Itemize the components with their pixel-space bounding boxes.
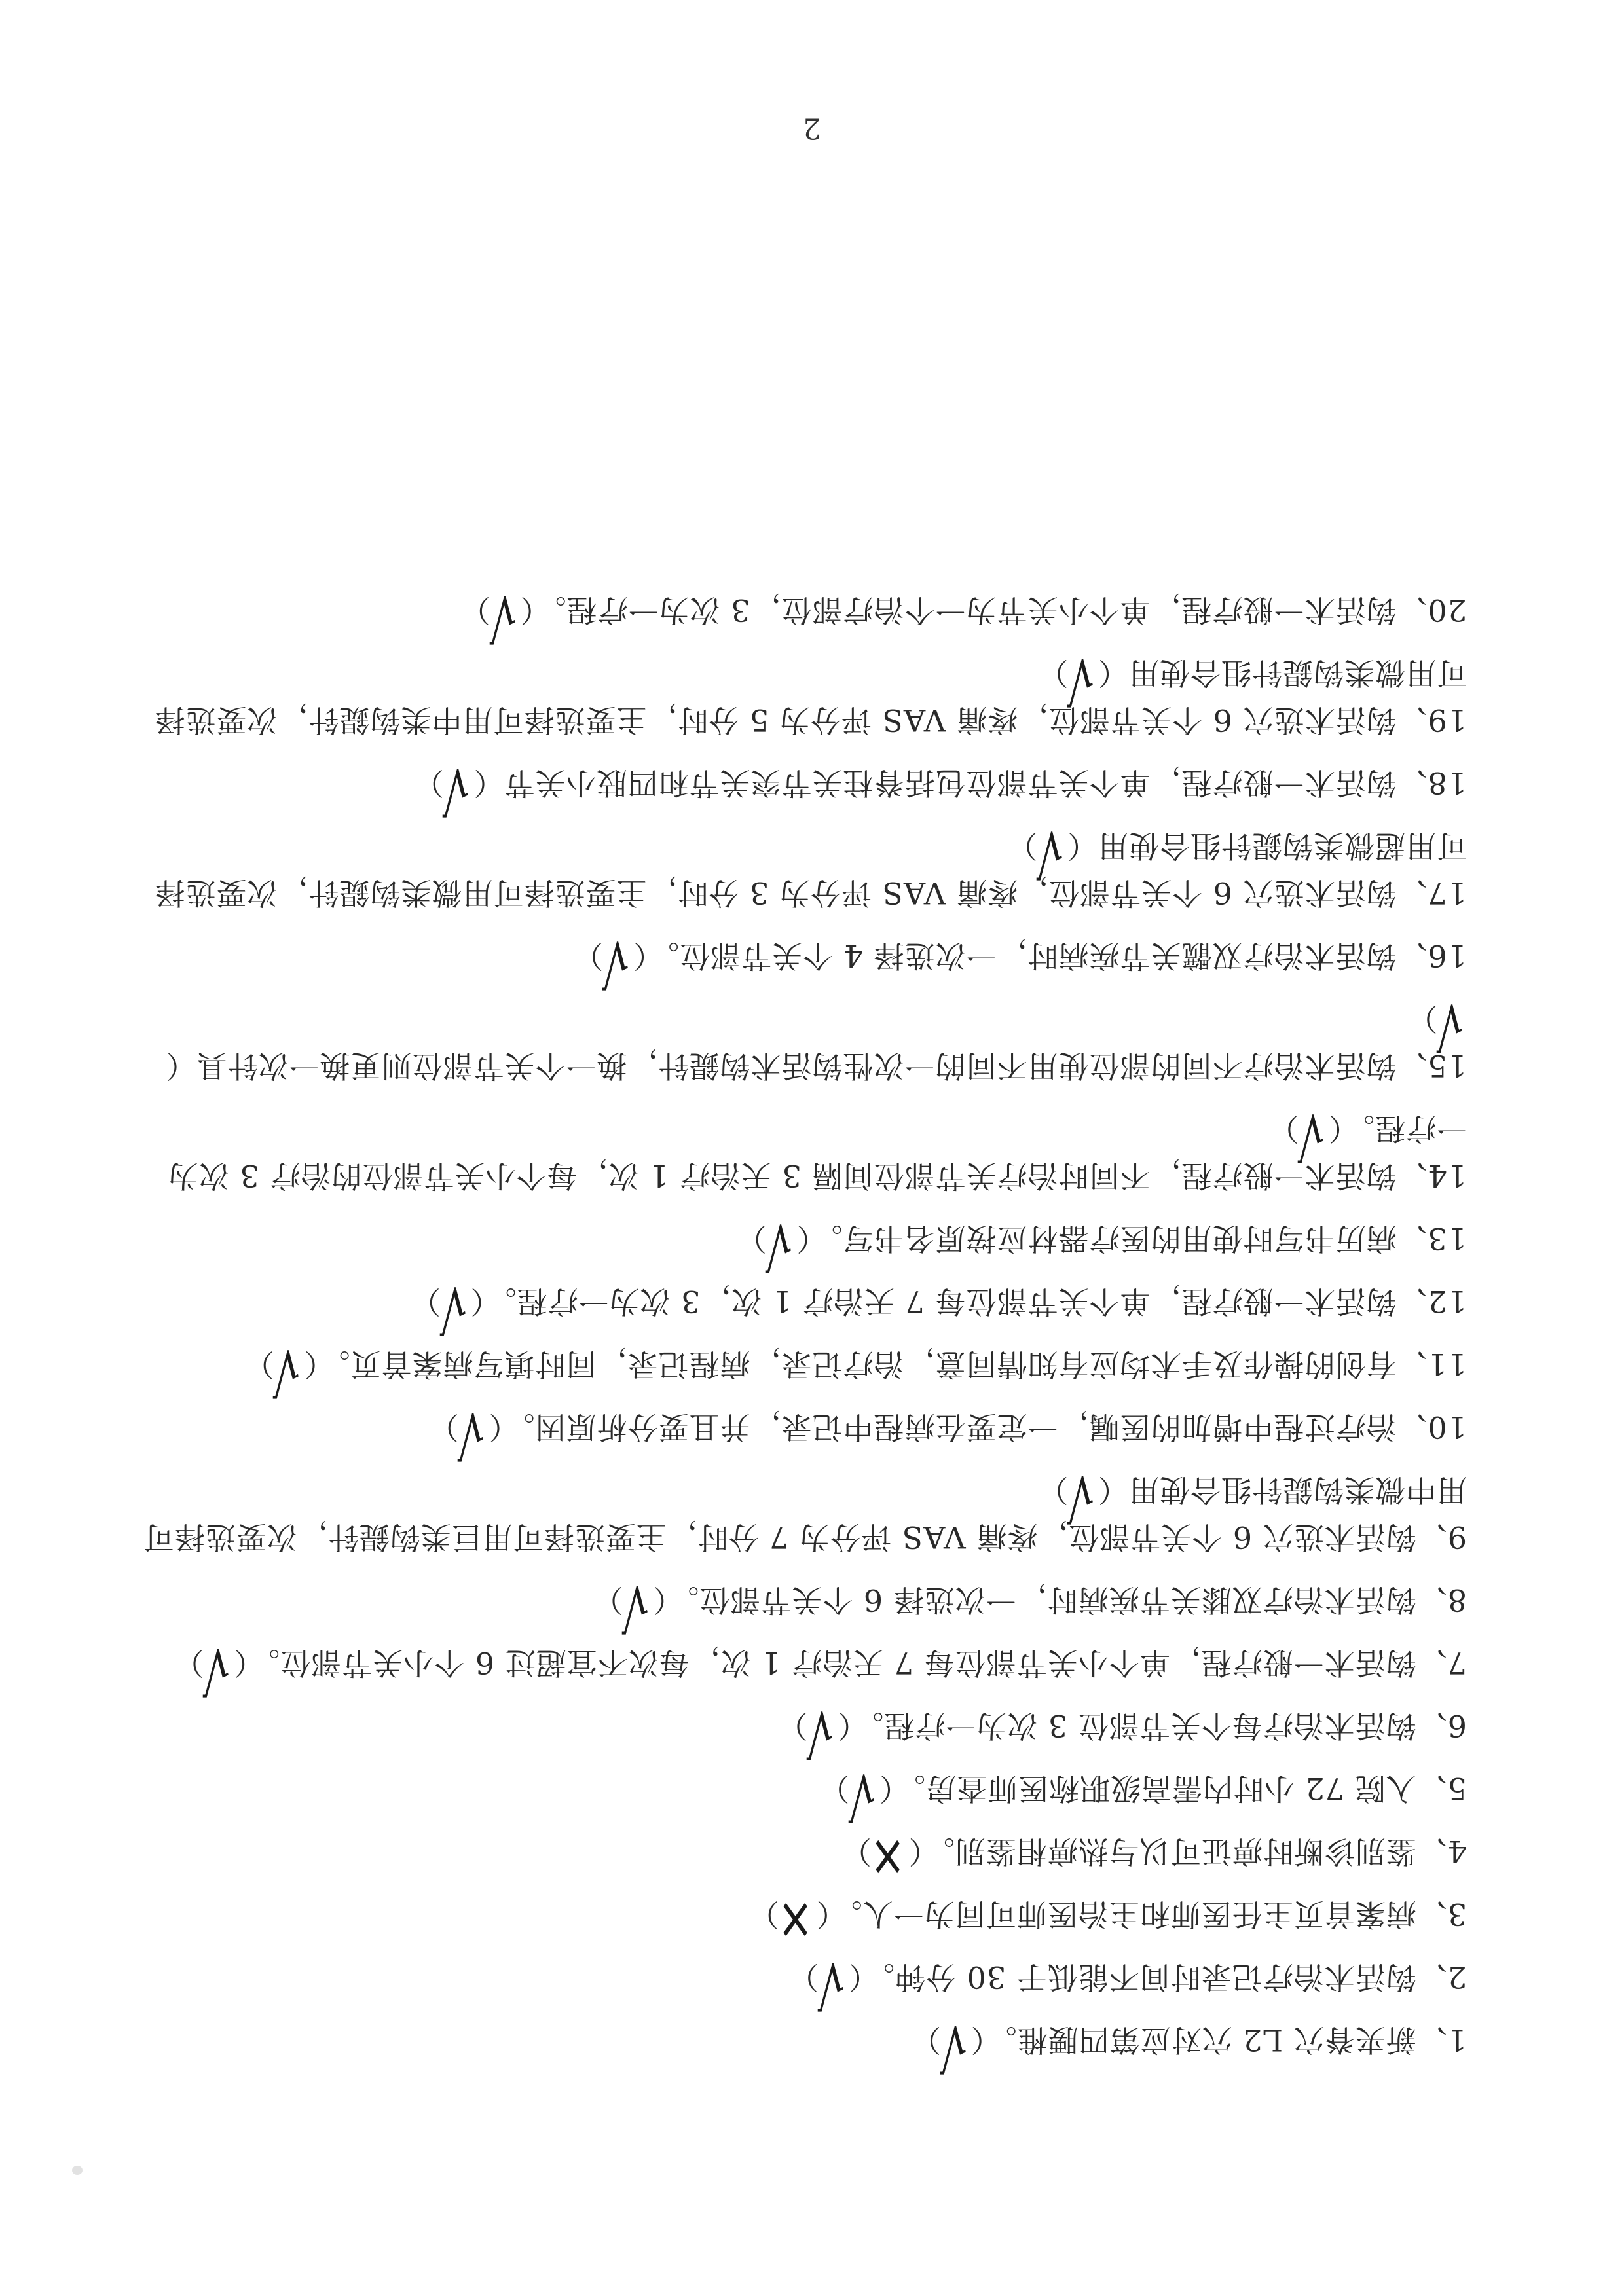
question-text: 钩活术一般疗程，单个关节部位包括脊柱关节突关节和四肢小关节 bbox=[504, 765, 1397, 801]
open-paren: （ bbox=[908, 1834, 924, 1869]
check-mark-icon: √ bbox=[1435, 991, 1464, 1059]
scan-speck bbox=[72, 2166, 83, 2175]
open-paren: （ bbox=[878, 1771, 895, 1806]
question-number: 7、 bbox=[1416, 1645, 1467, 1681]
question-text: 钩活术治疗记录时间不能低于 30 分钟。 bbox=[863, 1959, 1416, 1995]
close-paren: ） bbox=[572, 938, 604, 974]
question-number: 18、 bbox=[1396, 765, 1467, 801]
question-text: 鉴别诊断时痹证可以与热痹相鉴别。 bbox=[923, 1834, 1416, 1869]
question-item bbox=[138, 1211, 1467, 1279]
question-number: 12、 bbox=[1396, 1284, 1467, 1319]
check-mark-icon: √ bbox=[939, 2012, 967, 2081]
open-paren: （ bbox=[970, 2022, 986, 2058]
close-paren: ） bbox=[735, 1221, 767, 1256]
open-paren: （ bbox=[1328, 1111, 1344, 1146]
question-text: 钩活术选穴 6 个关节部位，疼痛 VAS 评分为 5 分时，主要选择可用中类钩鍉针，次要选择可用微类钩鍉针组合使用 bbox=[154, 655, 1467, 738]
check-mark-icon: √ bbox=[272, 1336, 301, 1405]
question-item bbox=[138, 1760, 1467, 1829]
question-text: 病案首页主任医师和主治医师可同为一人。 bbox=[831, 1897, 1416, 1932]
close-paren: ） bbox=[1268, 1111, 1299, 1146]
question-item bbox=[138, 1462, 1467, 1561]
question-item bbox=[138, 1336, 1467, 1405]
question-item bbox=[138, 1886, 1467, 1955]
open-paren: （ bbox=[303, 1347, 320, 1382]
question-number: 4、 bbox=[1416, 1834, 1467, 1869]
question-item bbox=[138, 1949, 1467, 2018]
question-text: 有创的操作及手术均应有知情同意，治疗记录，病程记录，同时填写病案首页。 bbox=[319, 1347, 1397, 1382]
question-number: 1、 bbox=[1416, 2022, 1467, 2058]
check-mark-icon: √ bbox=[601, 928, 629, 996]
close-paren: ） bbox=[1037, 1472, 1069, 1508]
check-mark-icon: √ bbox=[847, 1760, 876, 1829]
question-text: 钩活术治疗双髋关节疾病时，一次选择 4 个关节部位。 bbox=[648, 938, 1397, 974]
close-paren: ） bbox=[592, 1582, 623, 1618]
close-paren: ） bbox=[428, 1410, 459, 1445]
question-item bbox=[138, 1823, 1467, 1892]
question-number: 10、 bbox=[1396, 1410, 1467, 1445]
question-item bbox=[138, 2012, 1467, 2081]
question-item bbox=[138, 645, 1467, 744]
question-text: 入院 72 小时内需高级职称医师查房。 bbox=[894, 1771, 1416, 1806]
open-paren: （ bbox=[470, 1284, 486, 1319]
open-paren: （ bbox=[796, 1221, 812, 1256]
question-number: 17、 bbox=[1396, 875, 1467, 911]
open-paren: （ bbox=[837, 1708, 853, 1743]
check-mark-icon: √ bbox=[765, 1211, 793, 1279]
question-number: 11、 bbox=[1396, 1347, 1467, 1382]
close-paren: ） bbox=[459, 592, 490, 628]
question-text: 钩活术治疗不同的部位使用不同的一次性钩活术钩鍉针，换一个关节部位则更换一次针具 bbox=[196, 1048, 1397, 1084]
close-paren: ） bbox=[413, 765, 444, 801]
close-paren: ） bbox=[819, 1771, 850, 1806]
question-number: 9、 bbox=[1416, 1520, 1467, 1555]
question-number: 8、 bbox=[1416, 1582, 1467, 1618]
check-mark-icon: √ bbox=[439, 1273, 467, 1342]
open-paren: （ bbox=[519, 592, 536, 628]
check-mark-icon: √ bbox=[805, 1698, 834, 1766]
check-mark-icon: √ bbox=[1066, 1462, 1094, 1531]
check-mark-icon: √ bbox=[442, 755, 470, 824]
question-number: 6、 bbox=[1416, 1708, 1467, 1743]
question-text: 钩活术选穴 6 个关节部位，疼痛 VAS 评分为 3 分时，主要选择可用微类钩鍉针，次要选择可用超微类钩鍉针组合使用 bbox=[154, 828, 1467, 911]
close-paren: ） bbox=[1407, 1001, 1438, 1036]
question-text: 钩活术一般疗程，单个小关节部位每 7 天治疗 1 次，每次不宜超过 6 个小关节部位。 bbox=[249, 1645, 1416, 1681]
close-paren: ） bbox=[840, 1834, 872, 1869]
open-paren: （ bbox=[847, 1959, 864, 1995]
question-text: 钩活术一般疗程，单个小关节为一个治疗部位，3 次为一疗程。 bbox=[535, 592, 1397, 628]
question-item bbox=[138, 755, 1467, 824]
question-item bbox=[138, 1635, 1467, 1704]
open-paren: （ bbox=[1098, 655, 1128, 691]
check-mark-icon: √ bbox=[1035, 818, 1063, 886]
question-item bbox=[138, 991, 1467, 1089]
close-paren: ） bbox=[777, 1708, 808, 1743]
cross-mark-icon: × bbox=[869, 1823, 906, 1892]
close-paren: ） bbox=[910, 2022, 941, 2058]
question-number: 13、 bbox=[1396, 1221, 1467, 1256]
question-number: 14、 bbox=[1396, 1158, 1467, 1194]
question-item bbox=[138, 1101, 1467, 1199]
close-paren: ） bbox=[173, 1645, 204, 1681]
question-item bbox=[138, 1698, 1467, 1766]
question-item bbox=[138, 1273, 1467, 1342]
check-mark-icon: √ bbox=[489, 582, 517, 651]
question-text: 钩活术一般疗程，不同时治疗关节部位间隔 3 天治疗 1 次，每个小关节部位的治疗 3 次为一疗程。 bbox=[167, 1111, 1467, 1194]
question-item bbox=[138, 928, 1467, 996]
question-text: 治疗过程中增加的医嘱，一定要在病程中记录，并且要分析原因。 bbox=[504, 1410, 1397, 1445]
close-paren: ） bbox=[409, 1284, 441, 1319]
open-paren: （ bbox=[473, 765, 504, 801]
question-text: 钩活术一般疗程，单个关节部位每 7 天治疗 1 次，3 次为一疗程。 bbox=[485, 1284, 1397, 1319]
close-paren: ） bbox=[1037, 655, 1069, 691]
question-item bbox=[138, 1399, 1467, 1468]
question-text: 钩活术治疗双膝关节疾病时，一次选择 6 个关节部位。 bbox=[668, 1582, 1416, 1618]
question-number: 5、 bbox=[1416, 1771, 1467, 1806]
question-number: 16、 bbox=[1396, 938, 1467, 974]
question-number: 20、 bbox=[1396, 592, 1467, 628]
open-paren: （ bbox=[488, 1410, 504, 1445]
check-mark-icon: √ bbox=[202, 1635, 230, 1704]
open-paren: （ bbox=[1067, 828, 1098, 864]
page-number: 2 bbox=[803, 111, 821, 145]
open-paren: （ bbox=[632, 938, 648, 974]
question-number: 2、 bbox=[1416, 1959, 1467, 1995]
question-text: 钩活术治疗每个关节部位 3 次为一疗程。 bbox=[853, 1708, 1416, 1743]
check-mark-icon: √ bbox=[1066, 645, 1094, 714]
close-paren: ） bbox=[788, 1959, 819, 1995]
question-number: 19、 bbox=[1396, 702, 1467, 738]
open-paren: （ bbox=[815, 1897, 832, 1932]
question-item bbox=[138, 582, 1467, 651]
check-mark-icon: √ bbox=[817, 1949, 845, 2018]
check-mark-icon: √ bbox=[621, 1572, 649, 1641]
question-item bbox=[138, 818, 1467, 917]
cross-mark-icon: × bbox=[777, 1886, 813, 1955]
question-text: 病历书写时使用的医疗器材应按原名书写。 bbox=[811, 1221, 1397, 1256]
close-paren: ） bbox=[1006, 828, 1038, 864]
question-number: 3、 bbox=[1416, 1897, 1467, 1932]
check-mark-icon: √ bbox=[1297, 1101, 1325, 1169]
question-number: 15、 bbox=[1396, 1048, 1467, 1084]
open-paren: （ bbox=[165, 1048, 196, 1084]
question-item bbox=[138, 1572, 1467, 1641]
open-paren: （ bbox=[233, 1645, 249, 1681]
check-mark-icon: √ bbox=[457, 1399, 485, 1468]
question-list bbox=[138, 571, 1467, 2081]
question-text: 钩活术选穴 6 个关节部位，疼痛 VAS 评分为 7 分时，主要选择可用巨类钩鍉针，次要选择可用中微类钩鍉针组合使用 bbox=[143, 1472, 1467, 1555]
question-text: 新夹脊穴 L2 穴对应第四腰椎。 bbox=[986, 2022, 1416, 2058]
open-paren: （ bbox=[1098, 1472, 1128, 1508]
open-paren: （ bbox=[652, 1582, 669, 1618]
close-paren: ） bbox=[243, 1347, 274, 1382]
close-paren: ） bbox=[748, 1897, 779, 1932]
